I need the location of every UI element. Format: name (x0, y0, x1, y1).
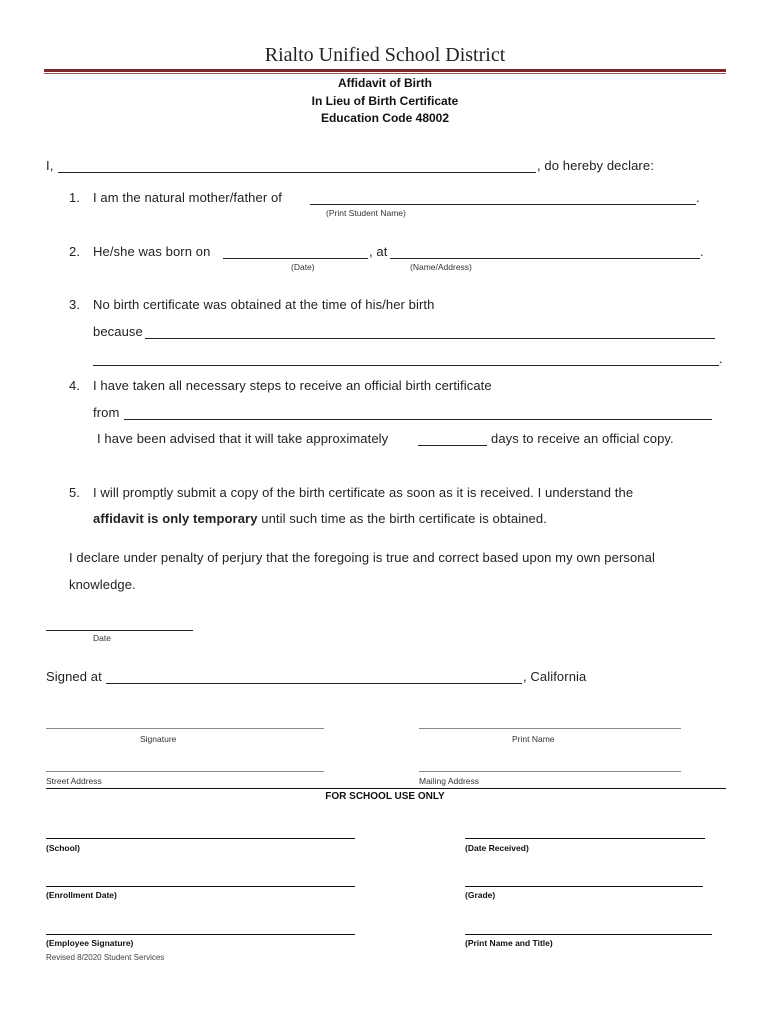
item-2-mid: , at (369, 244, 388, 259)
item-5-text: I will promptly submit a copy of the birth certificate as soon as it is received. I understand the (93, 485, 634, 500)
student-name-field[interactable] (310, 190, 696, 205)
declarant-name-field[interactable] (58, 158, 536, 173)
because-field-2[interactable] (93, 351, 719, 366)
date-caption-item2: (Date) (291, 262, 315, 272)
grade-caption: (Grade) (465, 890, 496, 900)
birth-date-field[interactable] (223, 244, 368, 259)
header-rule (44, 69, 726, 72)
birth-place-field[interactable] (390, 244, 700, 259)
print-name-field[interactable] (419, 716, 681, 729)
street-address-field[interactable] (46, 759, 324, 772)
name-address-caption: (Name/Address) (410, 262, 472, 272)
signature-caption: Signature (140, 734, 177, 744)
declare-suffix: , do hereby declare: (537, 158, 654, 173)
grade-field[interactable] (465, 874, 703, 887)
signed-at-label: Signed at (46, 669, 102, 684)
education-code: Education Code 48002 (320, 111, 450, 125)
header-rule-thin (44, 73, 726, 74)
enrollment-date-field[interactable] (46, 874, 355, 887)
days-field[interactable] (418, 431, 487, 446)
print-student-name-caption: (Print Student Name) (326, 208, 406, 218)
item-2-text: He/she was born on (93, 244, 211, 259)
enrollment-date-caption: (Enrollment Date) (46, 890, 117, 900)
school-field[interactable] (46, 826, 355, 839)
item-2-number: 2. (69, 244, 81, 259)
district-name: Rialto Unified School District (264, 44, 506, 66)
item-1-end: . (696, 190, 700, 205)
item-1-number: 1. (69, 190, 81, 205)
print-name-caption: Print Name (512, 734, 555, 744)
item-2 (69, 244, 210, 259)
date-field[interactable] (46, 616, 193, 631)
signed-at-suffix: , California (523, 669, 587, 684)
advised-end-text: days to receive an official copy. (491, 431, 674, 446)
form-subtitle: In Lieu of Birth Certificate (311, 94, 459, 108)
because-field-1[interactable] (145, 324, 715, 339)
date-caption: Date (93, 633, 111, 643)
item-3 (69, 297, 434, 312)
advised-text: I have been advised that it will take approximately (97, 431, 389, 446)
item-5-rest: until such time as the birth certificate is obtained. (261, 511, 547, 526)
from-label: from (93, 405, 120, 420)
employee-signature-field[interactable] (46, 922, 355, 935)
declare-prefix: I, (46, 158, 54, 173)
date-received-caption: (Date Received) (465, 843, 529, 853)
item-5 (69, 485, 633, 500)
signed-at-field[interactable] (106, 669, 522, 684)
item-4-text: I have taken all necessary steps to receive an official birth certificate (93, 378, 492, 393)
item-2-end: . (700, 244, 704, 259)
employee-signature-caption: (Employee Signature) (46, 938, 134, 948)
from-field[interactable] (124, 405, 712, 420)
item-5-number: 5. (69, 485, 81, 500)
mailing-address-caption: Mailing Address (419, 776, 480, 786)
school-use-divider (46, 788, 726, 789)
signature-field[interactable] (46, 716, 324, 729)
date-received-field[interactable] (465, 826, 705, 839)
school-caption: (School) (46, 843, 80, 853)
temporary-emphasis: affidavit is only temporary (93, 511, 258, 526)
item-4 (69, 378, 492, 393)
item-3-end: . (719, 351, 723, 366)
item-3-number: 3. (69, 297, 81, 312)
print-name-title-field[interactable] (465, 922, 712, 935)
revision-footer: Revised 8/2020 Student Services (46, 953, 165, 962)
item-1-text: I am the natural mother/father of (93, 190, 283, 205)
because-label: because (93, 324, 143, 339)
item-1 (69, 190, 282, 205)
print-name-title-caption: (Print Name and Title) (465, 938, 553, 948)
mailing-address-field[interactable] (419, 759, 681, 772)
perjury-line-2: knowledge. (69, 577, 136, 592)
school-use-title: FOR SCHOOL USE ONLY (325, 791, 445, 802)
item-3-text: No birth certificate was obtained at the time of his/her birth (93, 297, 435, 312)
form-title: Affidavit of Birth (338, 76, 432, 90)
item-4-number: 4. (69, 378, 81, 393)
perjury-line-1: I declare under penalty of perjury that the foregoing is true and correct based upon my own personal (69, 550, 655, 565)
street-address-caption: Street Address (46, 776, 102, 786)
item-5-line-2 (93, 511, 547, 526)
